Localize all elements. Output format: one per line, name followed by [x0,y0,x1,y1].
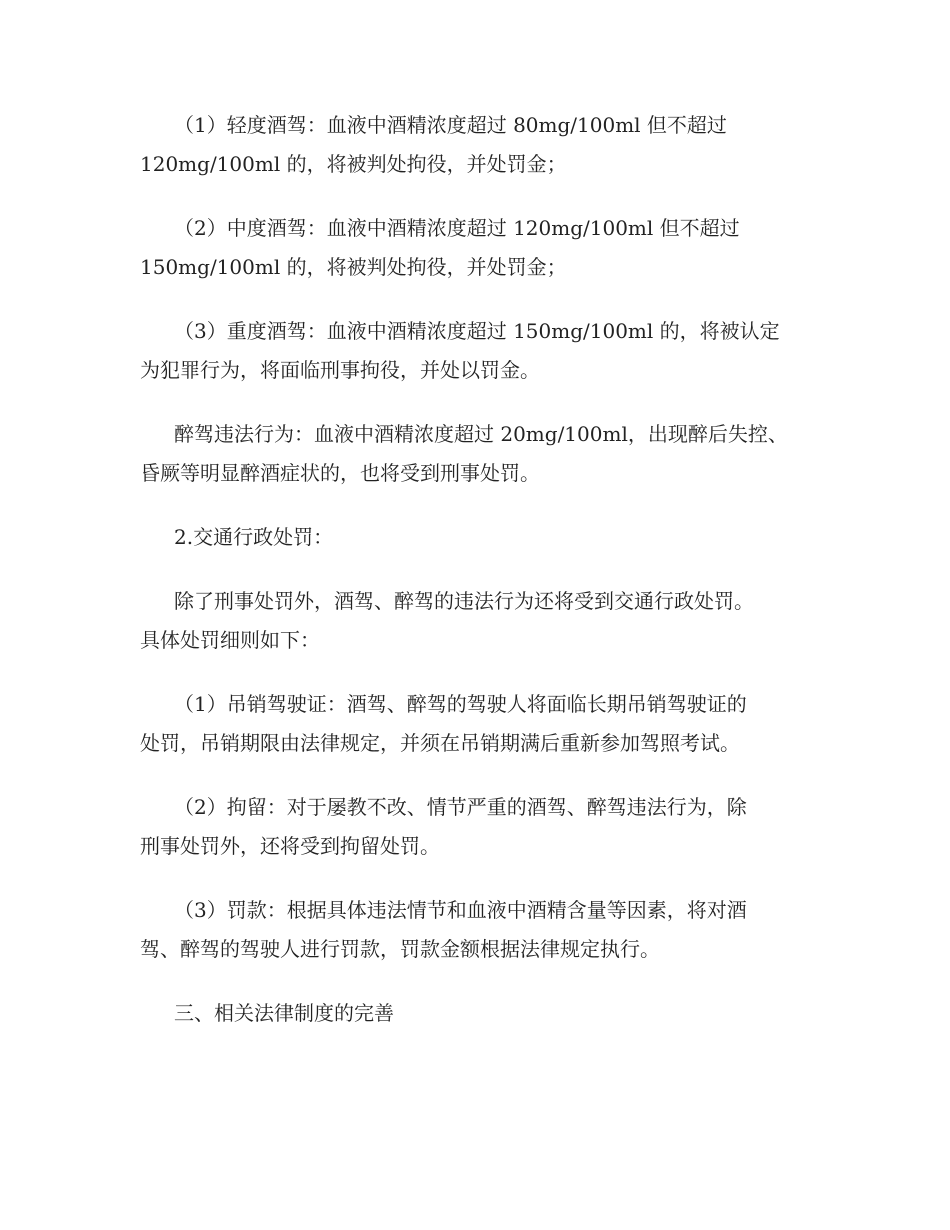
paragraph-line: 2.交通行政处罚： [174,525,334,549]
paragraph-line: 具体处罚细则如下： [140,628,320,652]
paragraph-line: 刑事处罚外，还将受到拘留处罚。 [140,834,440,858]
document-body [140,106,810,1058]
paragraph-license-revocation [140,685,810,763]
paragraph-line: 昏厥等明显醉酒症状的，也将受到刑事处罚。 [140,461,540,485]
paragraph-line: （2）中度酒驾：血液中酒精浓度超过 120mg/100ml 但不超过 [174,216,740,240]
paragraph-detention [140,788,810,866]
paragraph-line: （1）吊销驾驶证：酒驾、醉驾的驾驶人将面临长期吊销驾驶证的 [174,692,747,716]
paragraph-line: 150mg/100ml 的，将被判处拘役，并处罚金； [140,255,567,279]
paragraph-line: 处罚，吊销期限由法律规定，并须在吊销期满后重新参加驾照考试。 [140,731,740,755]
section-heading-traffic-admin-penalty [140,518,810,557]
paragraph-line: （3）罚款：根据具体违法情节和血液中酒精含量等因素，将对酒 [174,898,747,922]
paragraph-line: 醉驾违法行为：血液中酒精浓度超过 20mg/100ml，出现醉后失控、 [174,422,788,446]
paragraph-line: （3）重度酒驾：血液中酒精浓度超过 150mg/100ml 的，将被认定 [174,319,780,343]
paragraph-mild-drunk-driving [140,106,810,184]
paragraph-line: 120mg/100ml 的，将被判处拘役，并处罚金； [140,152,567,176]
paragraph-admin-penalty-intro [140,582,810,660]
paragraph-line: 为犯罪行为，将面临刑事拘役，并处以罚金。 [140,358,540,382]
paragraph-line: 驾、醉驾的驾驶人进行罚款，罚款金额根据法律规定执行。 [140,937,660,961]
paragraph-severe-drunk-driving [140,312,810,390]
paragraph-line: （2）拘留：对于屡教不改、情节严重的酒驾、醉驾违法行为，除 [174,795,747,819]
paragraph-fine [140,891,810,969]
paragraph-line: 三、相关法律制度的完善 [174,1001,394,1025]
section-heading-legal-system-improvement [140,994,810,1033]
paragraph-intoxicated-driving [140,415,810,493]
paragraph-moderate-drunk-driving [140,209,810,287]
paragraph-line: （1）轻度酒驾：血液中酒精浓度超过 80mg/100ml 但不超过 [174,113,727,137]
paragraph-line: 除了刑事处罚外，酒驾、醉驾的违法行为还将受到交通行政处罚。 [174,589,754,613]
